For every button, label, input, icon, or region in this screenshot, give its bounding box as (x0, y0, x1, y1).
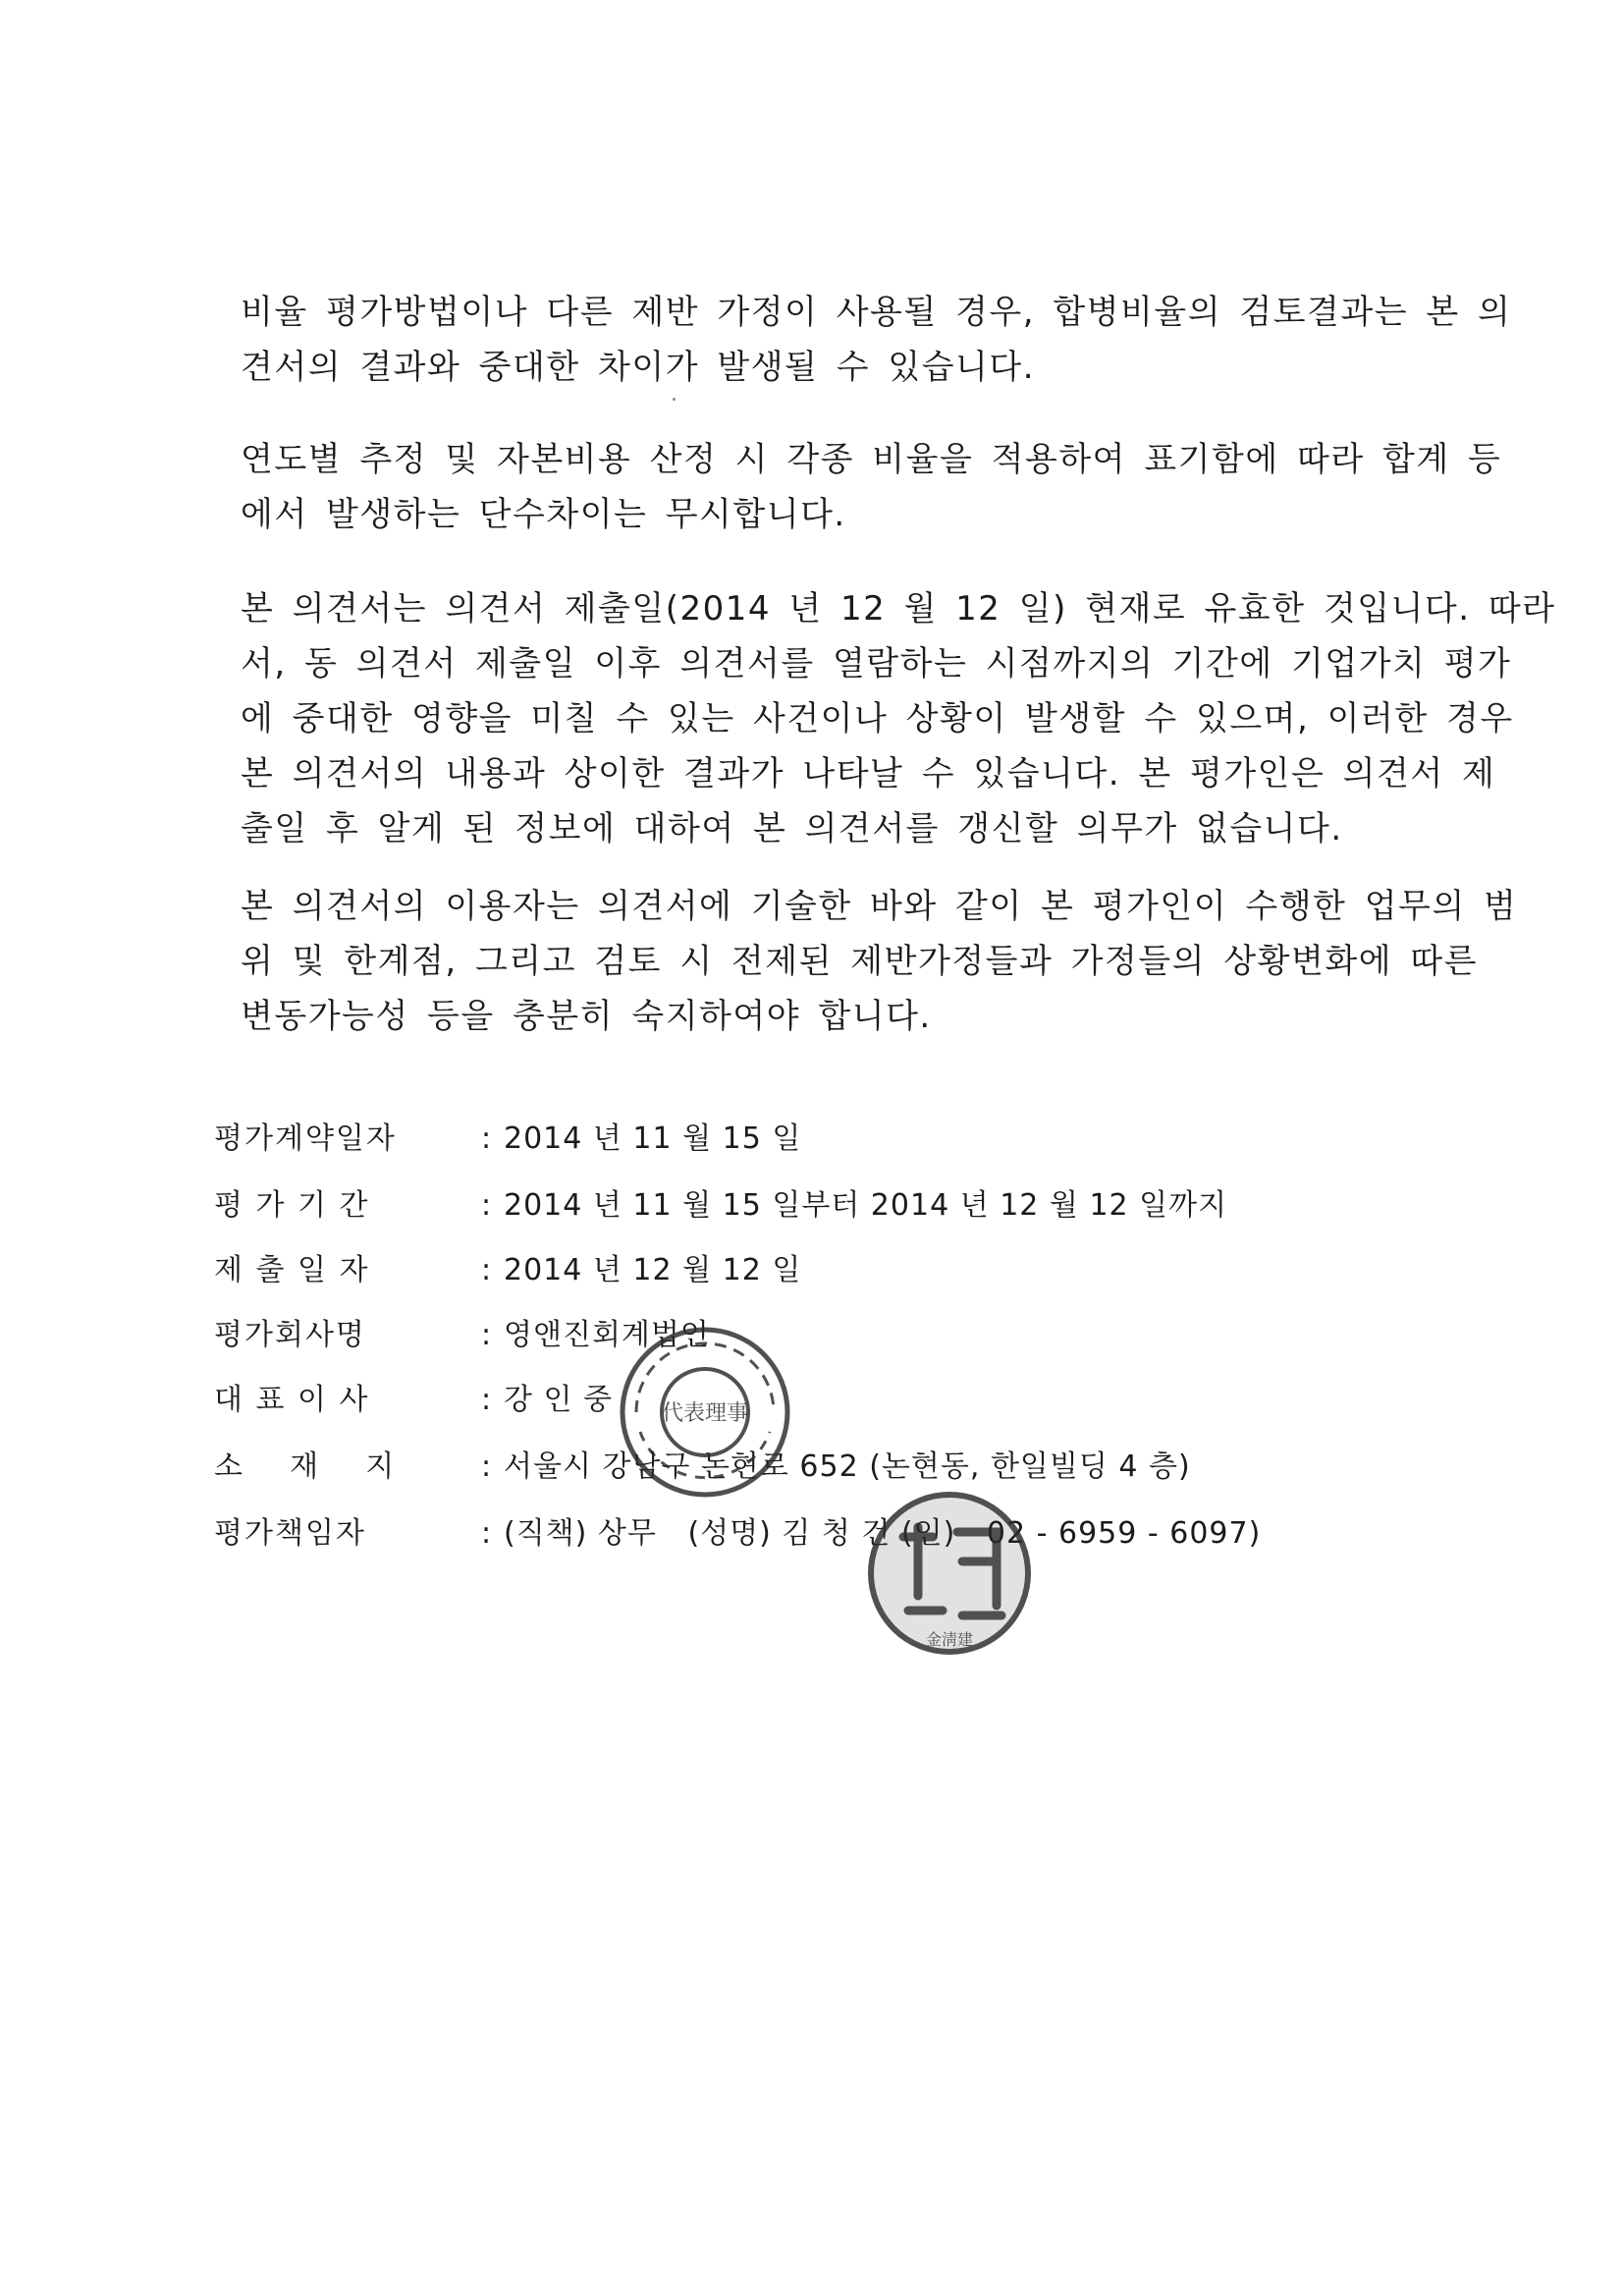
info-value: 영앤진회계법인 (504, 1318, 710, 1352)
info-label: 소 재 지 (214, 1449, 397, 1484)
scan-speck (673, 398, 676, 401)
info-separator: : (481, 1253, 492, 1287)
info-separator: : (481, 1449, 492, 1484)
paragraph-line: 위 및 한계점, 그리고 검토 시 전제된 제반가정들과 가정들의 상황변화에 따른 (241, 942, 1479, 981)
info-value: 서울시 강남구 논현로 652 (논현동, 한일빌딩 4 층) (504, 1449, 1191, 1484)
info-label: 제 출 일 자 (214, 1253, 370, 1287)
company-seal-stamp (617, 1324, 793, 1501)
info-value: 2014 년 11 월 15 일부터 2014 년 12 월 12 일까지 (504, 1188, 1228, 1223)
paragraph-line: 본 의견서의 이용자는 의견서에 기술한 바와 같이 본 평가인이 수행한 업무의 범 (241, 887, 1518, 926)
info-label: 대 표 이 사 (214, 1383, 370, 1417)
info-value: 2014 년 11 월 15 일 (504, 1121, 802, 1156)
paragraph-line: 본 의견서는 의견서 제출일(2014 년 12 월 12 일) 현재로 유효한 것입니다. 따라 (241, 589, 1556, 629)
personal-seal-text: 金淸建 (925, 1630, 974, 1649)
personal-seal-stamp (864, 1488, 1036, 1660)
paragraph-line: 변동가능성 등을 충분히 숙지하여야 합니다. (241, 997, 932, 1036)
info-separator: : (481, 1516, 492, 1551)
info-separator: : (481, 1121, 492, 1156)
info-separator: : (481, 1383, 492, 1417)
info-value: 강 인 중 (504, 1383, 614, 1417)
paragraph-4 (241, 879, 1518, 1044)
paragraph-line: 본 의견서의 내용과 상이한 결과가 나타날 수 있습니다. 본 평가인은 의견서 제 (241, 754, 1496, 793)
info-label: 평가책임자 (214, 1516, 366, 1551)
paragraph-line: 견서의 결과와 중대한 차이가 발생될 수 있습니다. (241, 348, 1036, 387)
info-separator: : (481, 1188, 492, 1223)
info-label: 평가회사명 (214, 1318, 366, 1352)
company-seal-text: 代表理事 (661, 1401, 749, 1426)
paragraph-3 (241, 581, 1556, 856)
paragraph-line: 비율 평가방법이나 다른 제반 가정이 사용될 경우, 합병비율의 검토결과는 본 의 (241, 293, 1512, 332)
info-value: 2014 년 12 월 12 일 (504, 1253, 802, 1287)
paragraph-line: 에 중대한 영향을 미칠 수 있는 사건이나 상황이 발생할 수 있으며, 이러한 경우 (241, 699, 1514, 738)
info-label: 평 가 기 간 (214, 1188, 370, 1223)
info-label: 평가계약일자 (214, 1121, 397, 1156)
paragraph-2 (241, 432, 1502, 542)
paragraph-line: 서, 동 의견서 제출일 이후 의견서를 열람하는 시점까지의 기간에 기업가치 평가 (241, 644, 1512, 683)
paragraph-line: 출일 후 알게 된 정보에 대하여 본 의견서를 갱신할 의무가 없습니다. (241, 809, 1343, 848)
paragraph-line: 에서 발생하는 단수차이는 무시합니다. (241, 495, 846, 534)
info-separator: : (481, 1318, 492, 1352)
paragraph-1 (241, 285, 1512, 395)
paragraph-line: 연도별 추정 및 자본비용 산정 시 각종 비율을 적용하여 표기함에 따라 합계 등 (241, 440, 1502, 479)
info-value: (직책) 상무 (성명) 김 청 건 (인) 02 - 6959 - 6097) (504, 1516, 1262, 1551)
